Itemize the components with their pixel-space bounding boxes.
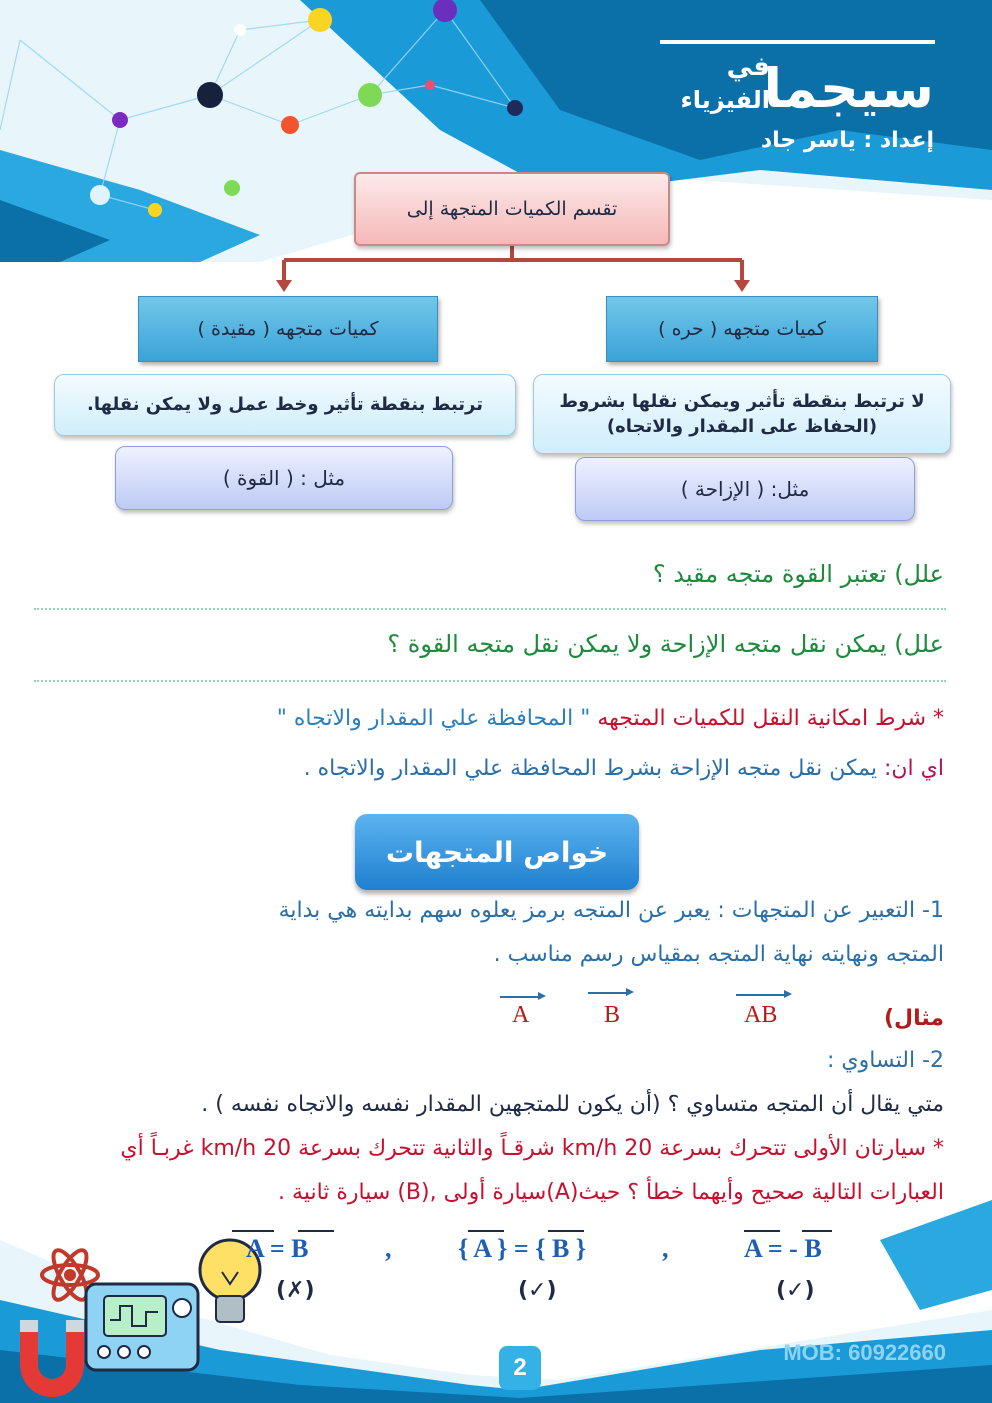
condition-lead: * شرط امكانية النقل للكميات المتجهه — [597, 706, 944, 731]
statement-1-mark: (✓) — [776, 1278, 815, 1303]
question-2-label: علل) — [894, 630, 944, 658]
bound-vectors-example: مثل : ( القوة ) — [115, 446, 453, 510]
property-1-line-1: 1- التعبير عن المتجهات : يعبر عن المتجه برمز يعلوه سهم بدايته هي بداية — [278, 898, 944, 923]
vector-a: A — [512, 1002, 530, 1028]
statement-1-arrow-b — [802, 1230, 832, 1232]
cars-problem-line-1: * سيارتان الأولى تتحرك بسرعة 20 km/h شرقـاً والثانية تتحرك بسرعة 20 km/h غربـاً أي — [120, 1136, 944, 1161]
footer-banner — [0, 1180, 992, 1403]
question-2-text: يمكن نقل متجه الإزاحة ولا يمكن نقل متجه القوة ؟ — [387, 630, 887, 658]
free-desc-line1: لا ترتبط بنقطة تأثير ويمكن نقلها بشروط — [559, 390, 925, 412]
property-1-line-2: المتجه ونهايته نهاية المتجه بمقياس رسم مناسب . — [493, 942, 944, 967]
vector-b: B — [604, 1002, 621, 1028]
equality-question: متي يقال أن المتجه متساوي ؟ (أن يكون للمتجهين المقدار نفسه والاتجاه نفسه ) . — [201, 1092, 944, 1117]
transfer-condition — [277, 706, 944, 731]
statement-1: A = - B — [744, 1234, 822, 1263]
question-2 — [387, 630, 944, 658]
statement-2: { A } = { B } — [458, 1234, 587, 1263]
brand-in: في — [726, 52, 770, 82]
statement-3-mark: (✗) — [276, 1278, 315, 1303]
property-2-title: 2- التساوي : — [827, 1048, 944, 1073]
cars-problem-line-2: العبارات التالية صحيح وأيهما خطأ ؟ حيث(A)سيارة أولى ,(B) سيارة ثانية . — [278, 1180, 944, 1205]
vector-ab: AB — [744, 1002, 778, 1028]
statement-3-arrow-a — [232, 1230, 274, 1232]
question-1-text: تعتبر القوة متجه مقيد ؟ — [652, 560, 887, 588]
dotted-divider — [34, 608, 946, 610]
vector-arrowheads — [0, 985, 992, 1005]
statement-3-arrow-b — [298, 1230, 334, 1232]
diagram-root-box: تقسم الكميات المتجهة إلى — [354, 172, 670, 246]
statement-2-arrow-b — [548, 1230, 584, 1232]
question-1 — [653, 560, 944, 588]
free-vectors-description — [533, 374, 951, 454]
meaning-text: يمكن نقل متجه الإزاحة بشرط المحافظة علي المقدار والاتجاه . — [303, 756, 877, 781]
meaning-line — [304, 756, 944, 781]
statement-1-arrow-a — [744, 1230, 780, 1232]
oscilloscope-icon — [86, 1284, 198, 1370]
condition-value: " المحافظة علي المقدار والاتجاه " — [276, 706, 591, 731]
category-bound-vectors: كميات متجهه ( مقيدة ) — [138, 296, 438, 362]
dotted-divider — [34, 680, 946, 682]
mobile-number: MOB: 60922660 — [783, 1340, 946, 1365]
separator: , — [662, 1234, 669, 1263]
page-number: 2 — [499, 1346, 541, 1390]
brand-title: سيجما — [763, 57, 934, 120]
statement-3: A = B — [246, 1234, 309, 1263]
category-free-vectors: كميات متجهه ( حره ) — [606, 296, 878, 362]
statement-2-mark: (✓) — [518, 1278, 557, 1303]
statement-2-arrow-a — [468, 1230, 504, 1232]
diagram-connectors — [0, 0, 992, 300]
bound-vectors-description: ترتبط بنقطة تأثير وخط عمل ولا يمكن نقلها. — [54, 374, 516, 436]
separator: , — [385, 1234, 392, 1263]
free-vectors-example: مثل: ( الإزاحة ) — [575, 457, 915, 521]
author-credit: إعداد : ياسر جاد — [760, 128, 934, 153]
section-title-vector-properties: خواص المتجهات — [355, 814, 639, 890]
free-desc-line2: (الحفاظ على المقدار والاتجاه) — [606, 416, 878, 437]
example-label: مثال) — [883, 1006, 944, 1031]
meaning-lead: اي ان: — [883, 756, 944, 781]
question-1-label: علل) — [894, 560, 944, 588]
brand-subject: الفيزياء — [680, 86, 770, 114]
